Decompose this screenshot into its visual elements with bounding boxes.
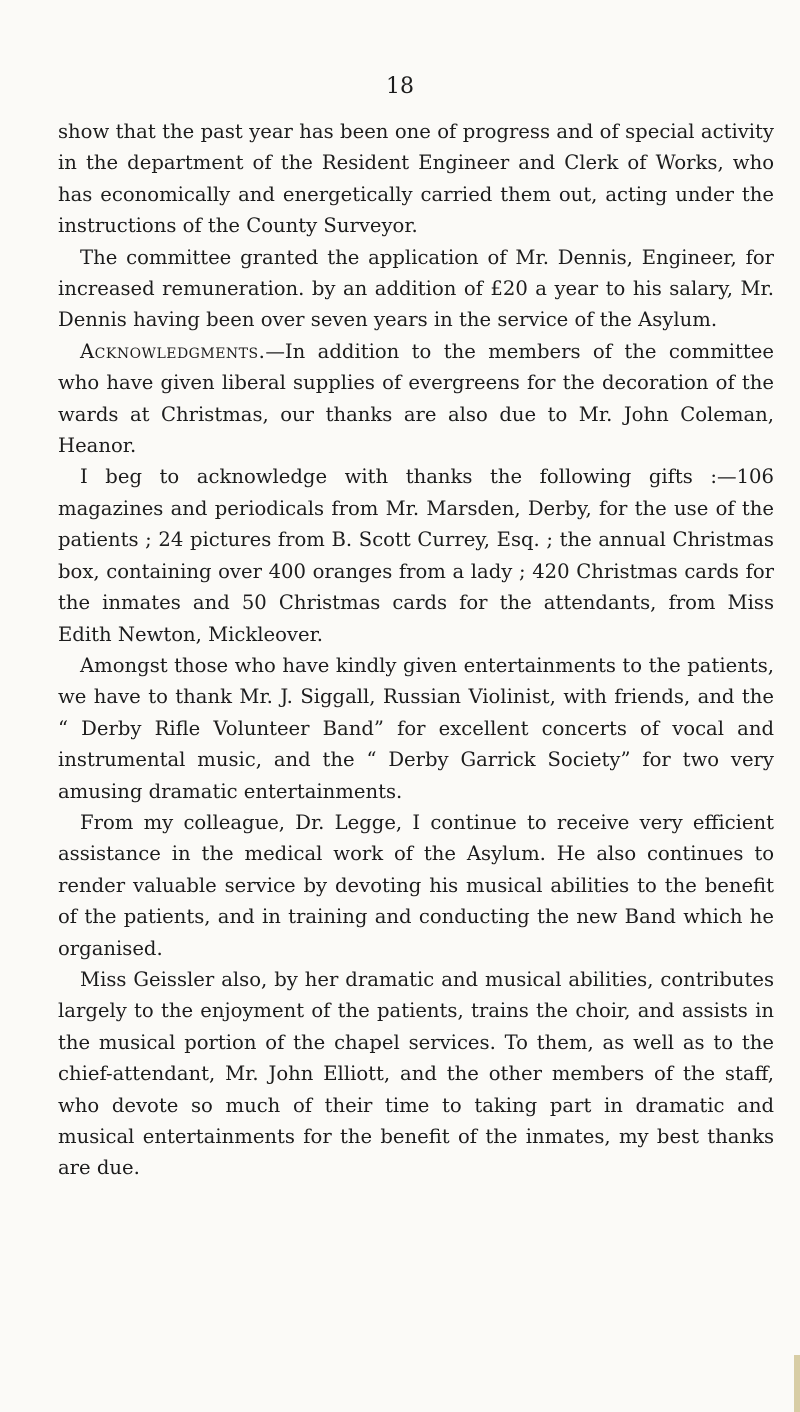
page-edge-stain: [794, 1355, 800, 1412]
paragraph-gifts: I beg to acknowledge with thanks the following gifts :—106 magazines and periodicals from Mr. Marsden, Derby, for the use of the patients ; 24 pictures from B. Scott Currey, Esq. ; the annual Christmas box, containing over 400 oranges from a lady ; 420 Christmas cards for the inmates and 50 Christmas cards for the attendants, from Miss Edith Newton, Mickleover.: [58, 465, 774, 646]
paragraph-miss-geissler: Miss Geissler also, by her dramatic and musical abilities, contributes largely to the enjoyment of the patients, trains the choir, and assists in the musical portion of the chapel services. To them, as well as to the chief-attendant, Mr. John Elliott, and the other members of the staff, who devote so much of their time to taking part in dramatic and musical entertainments for the benefit of the inmates, my best thanks are due.: [58, 967, 774, 1180]
paragraph-acknowledgments: [58, 336, 774, 462]
paragraph-dennis-salary: The committee granted the application of Mr. Dennis, Engineer, for increased remuneration. by an addition of £20 a year to his salary, Mr. Dennis having been over seven years in the service of the Asylum.: [58, 245, 774, 332]
page-number: 18: [386, 74, 414, 99]
paragraph-dr-legge: From my colleague, Dr. Legge, I continue to receive very efficient assistance in the medical work of the Asylum. He also continues to render valuable service by devoting his musical abilities to the benefit of the patients, and in training and conducting the new Band which he organised.: [58, 810, 774, 960]
paragraph-engineer-progress: show that the past year has been one of progress and of special activity in the department of the Resident Engineer and Clerk of Works, who has economically and energetically carried them out, acting under the instructions of the County Surveyor.: [58, 120, 774, 238]
paragraph-entertainments: Amongst those who have kindly given entertainments to the patients, we have to thank Mr. J. Siggall, Russian Violinist, with friends, and the “ Derby Rifle Volunteer Band” for excellent concerts of vocal and instrumental music, and the “ Derby Garrick Society” for two very amusing dramatic entertainments.: [58, 653, 774, 803]
acknowledgments-body: —In addition to the members of the committee who have given liberal supplies of evergreens for the decoration of the wards at Christmas, our thanks are also due to Mr. John Coleman, Heanor.: [58, 339, 774, 458]
body-text: [58, 116, 774, 1184]
acknowledgments-heading: Acknowledgments.: [80, 339, 266, 363]
